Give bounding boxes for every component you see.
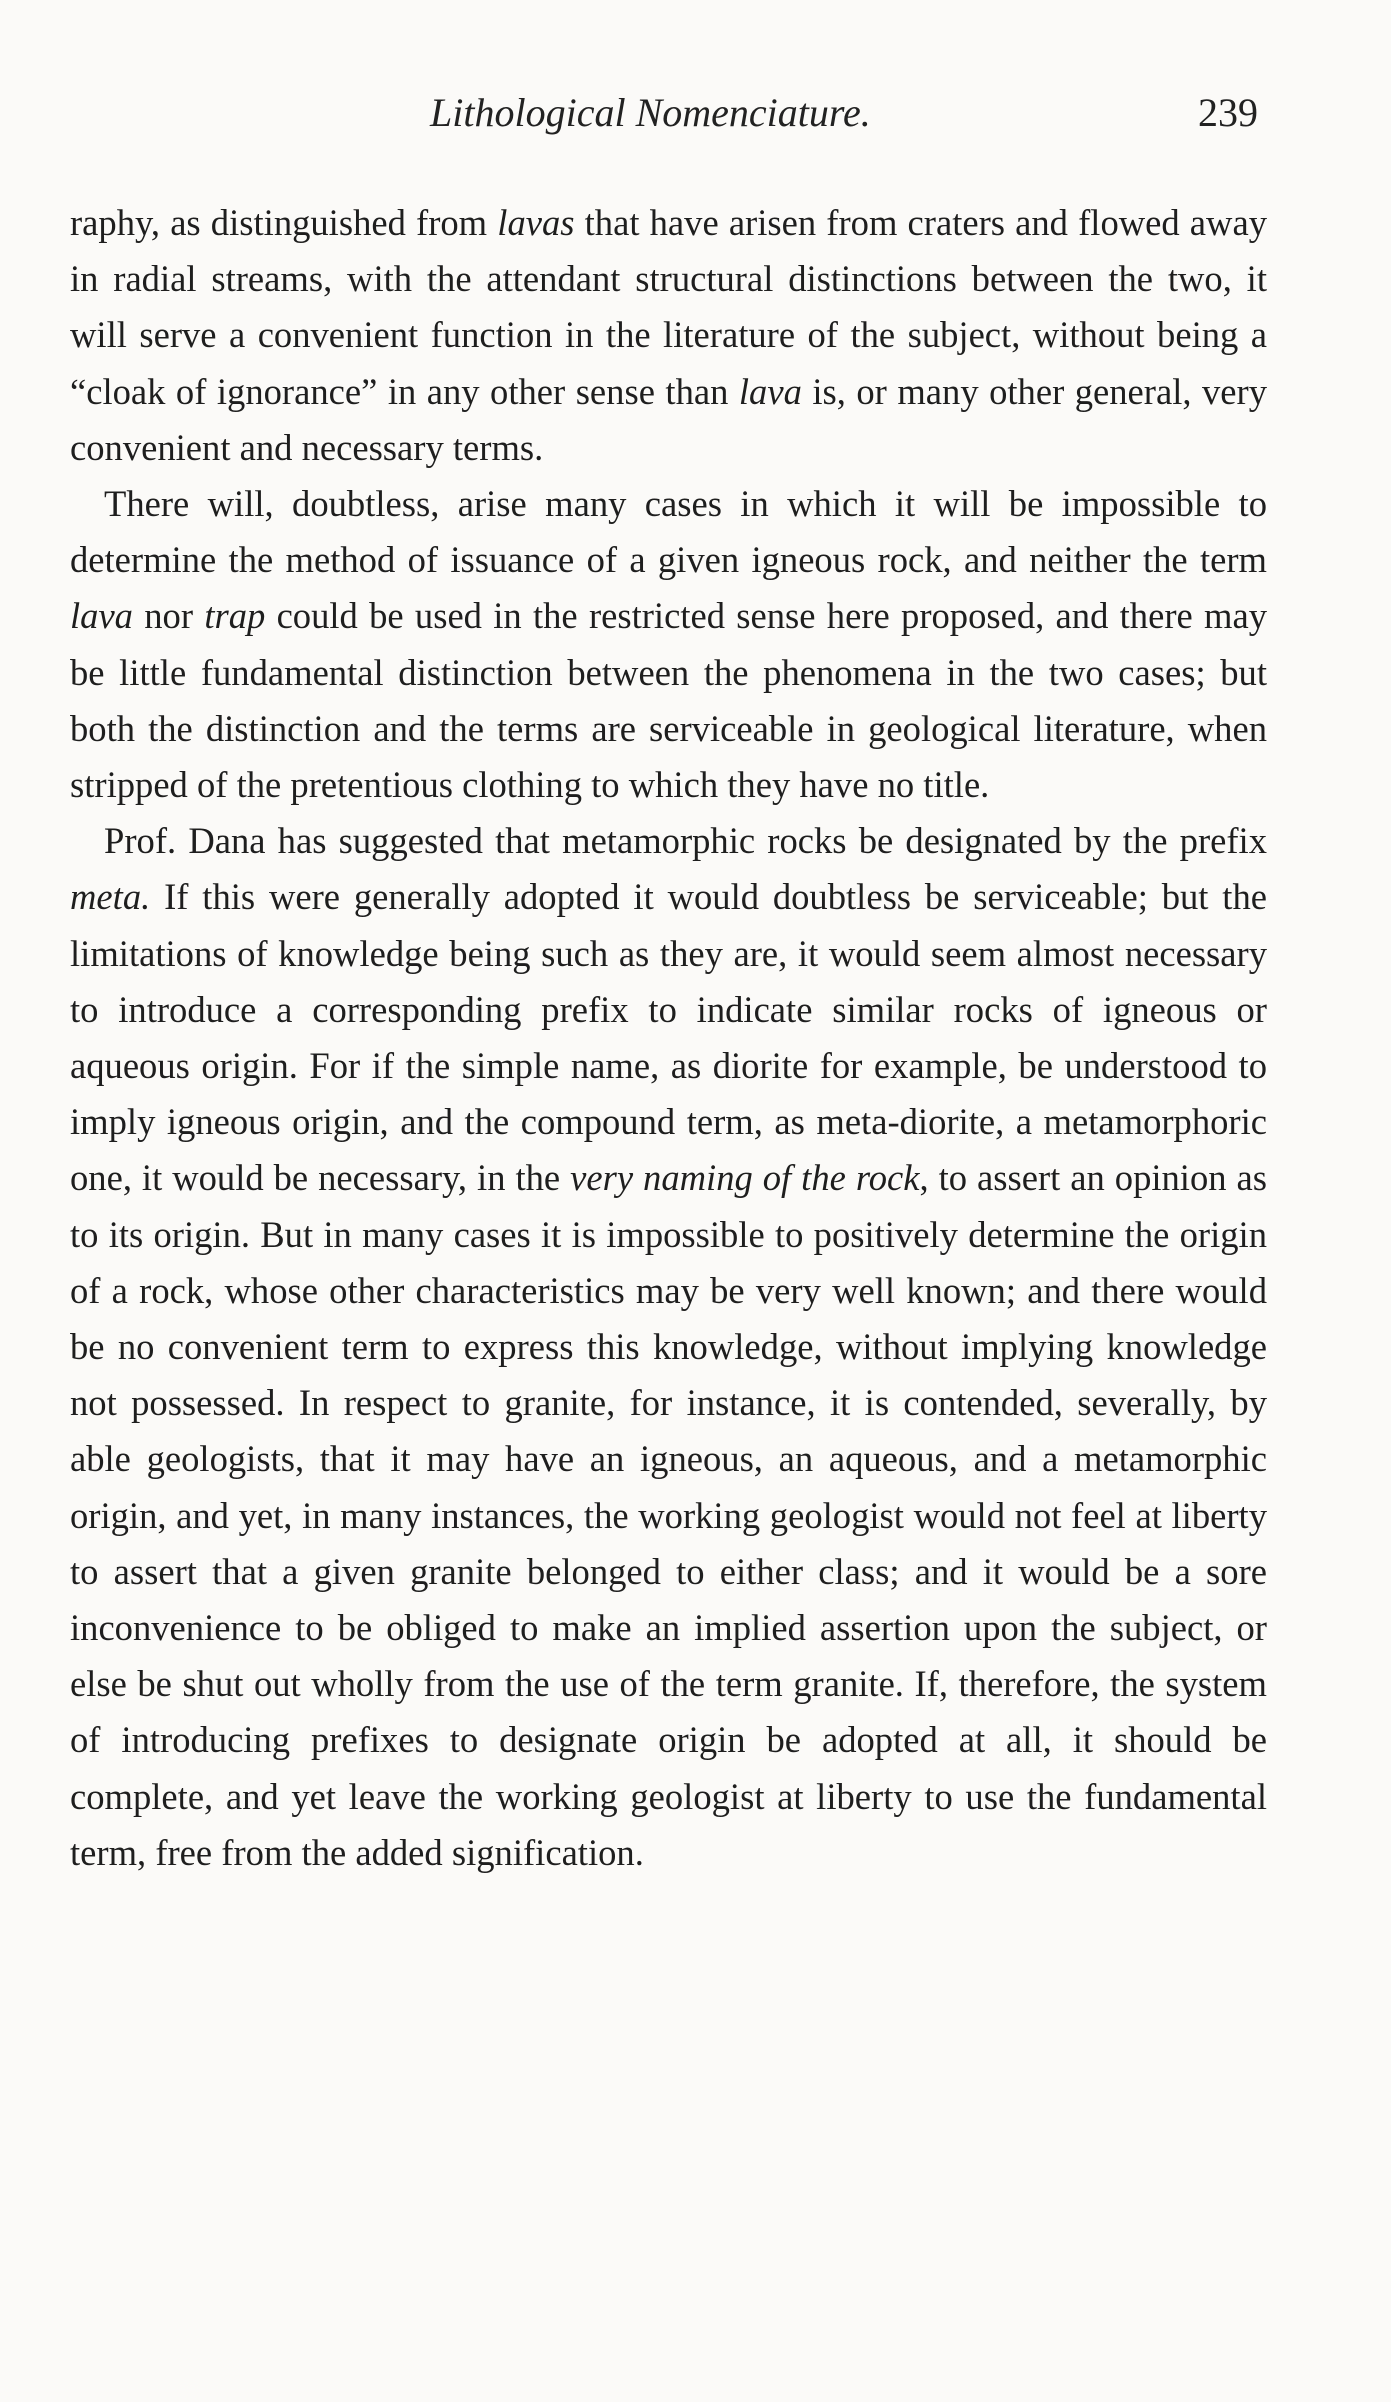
text-span: nor — [132, 595, 205, 637]
text-span: raphy, as distinguished from — [70, 202, 498, 243]
body-text — [70, 195, 1267, 1881]
text-span: There will, doubtless, arise many cases in which it will be impossible to determine the method of issuance of a given igneous rock, and neither the term — [70, 483, 1267, 581]
italic-term: lava — [70, 595, 133, 637]
italic-term: lava — [738, 370, 802, 412]
running-head — [0, 88, 1391, 138]
text-span: Prof. Dana has suggested that metamorphic rocks be designated by the prefix — [104, 820, 1267, 862]
text-span: If this were generally adopted it would doubtless be serviceable; but the limitations of knowledge being such as they are, it would seem almost necessary to introduce a corresponding prefix to indicate similar rocks of igneous or aqueous origin. For if the simple name, as diorite for example, be understood to imply igneous origin, and the compound term, as meta-diorite, a metamorphoric one, it would be necessary, in the — [70, 876, 1267, 1199]
italic-term: trap — [204, 595, 266, 637]
text-span: that have arisen from craters and flowed away in radial streams, with the attendant structural distinctions between the two, it will serve a convenient function in the literature of the subject, without being a “cloak of ignorance” in any other sense than — [70, 202, 1267, 412]
italic-term: lavas — [497, 202, 575, 243]
paragraph-1 — [70, 195, 1267, 476]
running-title: Lithological Nomenciature. — [430, 90, 871, 135]
paragraph-3 — [70, 813, 1267, 1881]
paragraph-2 — [70, 476, 1267, 813]
text-span: is, or many other general, very convenient and necessary terms. — [70, 370, 1267, 468]
text-span: , to assert an opinion as to its origin. But in many cases it is impossible to positively determine the origin of a rock, whose other characteristics may be very well known; and there would be no convenient term to express this knowledge, without implying knowledge not possessed. In respect to granite, for instance, it is contended, severally, by able geologists, that it may have an igneous, an aqueous, and a metamorphic origin, and yet, in many instances, the working geologist would not feel at liberty to assert that a given granite belonged to either class; and it would be a sore inconvenience to be obliged to make an implied assertion upon the subject, or else be shut out wholly from the use of the term granite. If, therefore, the system of introducing prefixes to designate origin be adopted at all, it should be complete, and yet leave the working geologist at liberty to use the fundamental term, free from the added signification. — [70, 1157, 1267, 1873]
page-number: 239 — [1198, 90, 1258, 135]
italic-term: meta. — [70, 876, 151, 918]
italic-term: very naming of the rock — [570, 1157, 920, 1199]
text-span: could be used in the restricted sense here proposed, and there may be little fundamental distinction between the phenomena in the two cases; but both the distinction and the terms are serviceable in geological literature, when stripped of the pretentious clothing to which they have no title. — [70, 595, 1267, 806]
